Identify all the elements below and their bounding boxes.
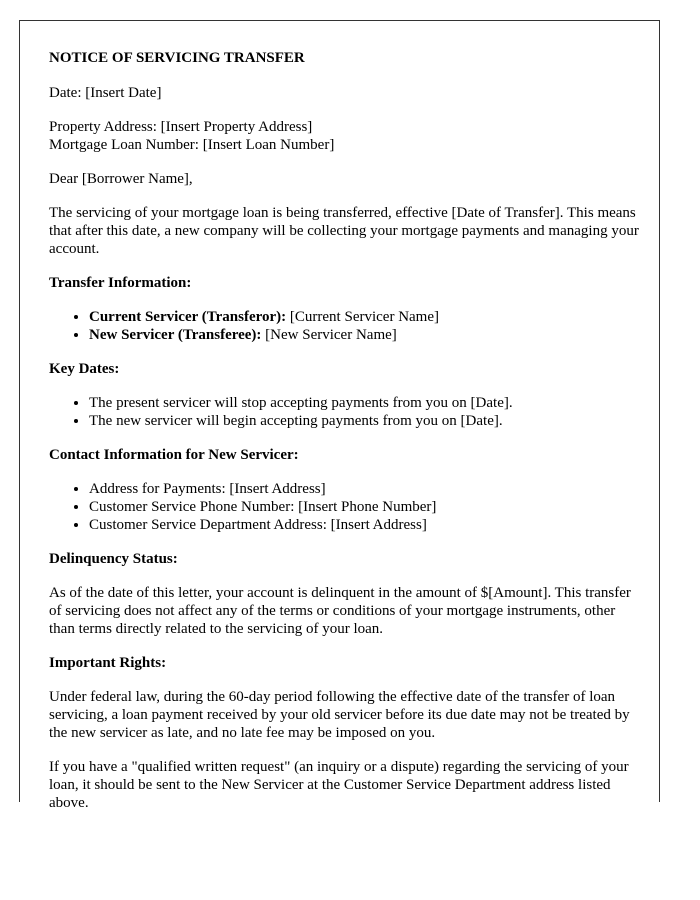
address-block [49, 118, 639, 154]
key-dates-list [49, 394, 639, 430]
salutation: Dear [Borrower Name], [49, 171, 193, 187]
property-address-line: Property Address: [Insert Property Address] [49, 119, 313, 135]
key-dates-heading: Key Dates: [49, 361, 120, 377]
letter-content [49, 48, 639, 828]
document-title: NOTICE OF SERVICING TRANSFER [49, 50, 305, 66]
transfer-heading: Transfer Information: [49, 275, 192, 291]
contact-list [49, 480, 639, 534]
current-servicer-label: Current Servicer (Transferor): [89, 309, 287, 325]
contact-heading: Contact Information for New Servicer: [49, 447, 299, 463]
rights-paragraph-1: Under federal law, during the 60-day period following the effective date of the transfer of loan servicing, a loan payment received by your old servicer before its due date may not be treated by the new servicer as late, and no late fee may be imposed on you. [49, 689, 630, 741]
loan-number-line: Mortgage Loan Number: [Insert Loan Number] [49, 137, 335, 153]
delinquency-heading: Delinquency Status: [49, 551, 178, 567]
list-item: • Customer Service Phone Number: [Insert Phone Number] [89, 498, 639, 516]
rights-paragraph-2: If you have a "qualified written request" (an inquiry or a dispute) regarding the servicing of your loan, it should be sent to the New Servicer at the Customer Service Department address listed above. [49, 759, 629, 811]
new-servicer-value: [New Servicer Name] [261, 327, 397, 343]
list-item: • Address for Payments: [Insert Address] [89, 480, 639, 498]
rights-heading: Important Rights: [49, 655, 167, 671]
new-servicer-label: New Servicer (Transferee): [89, 327, 262, 343]
list-item [89, 326, 639, 344]
delinquency-paragraph: As of the date of this letter, your account is delinquent in the amount of $[Amount]. This transfer of servicing does not affect any of the terms or conditions of your mortgage instruments, other than terms directly related to the servicing of your loan. [49, 585, 631, 637]
list-item: • Customer Service Department Address: [Insert Address] [89, 516, 639, 534]
date-line: Date: [Insert Date] [49, 85, 162, 101]
list-item [89, 308, 639, 326]
letter-frame [19, 20, 660, 811]
intro-paragraph: The servicing of your mortgage loan is being transferred, effective [Date of Transfer]. This means that after this date, a new company will be collecting your mortgage payments and managing your account. [49, 205, 639, 257]
list-item: • The new servicer will begin accepting payments from you on [Date]. [89, 412, 639, 430]
current-servicer-value: [Current Servicer Name] [286, 309, 440, 325]
transfer-list [49, 308, 639, 344]
list-item: • The present servicer will stop accepting payments from you on [Date]. [89, 394, 639, 412]
